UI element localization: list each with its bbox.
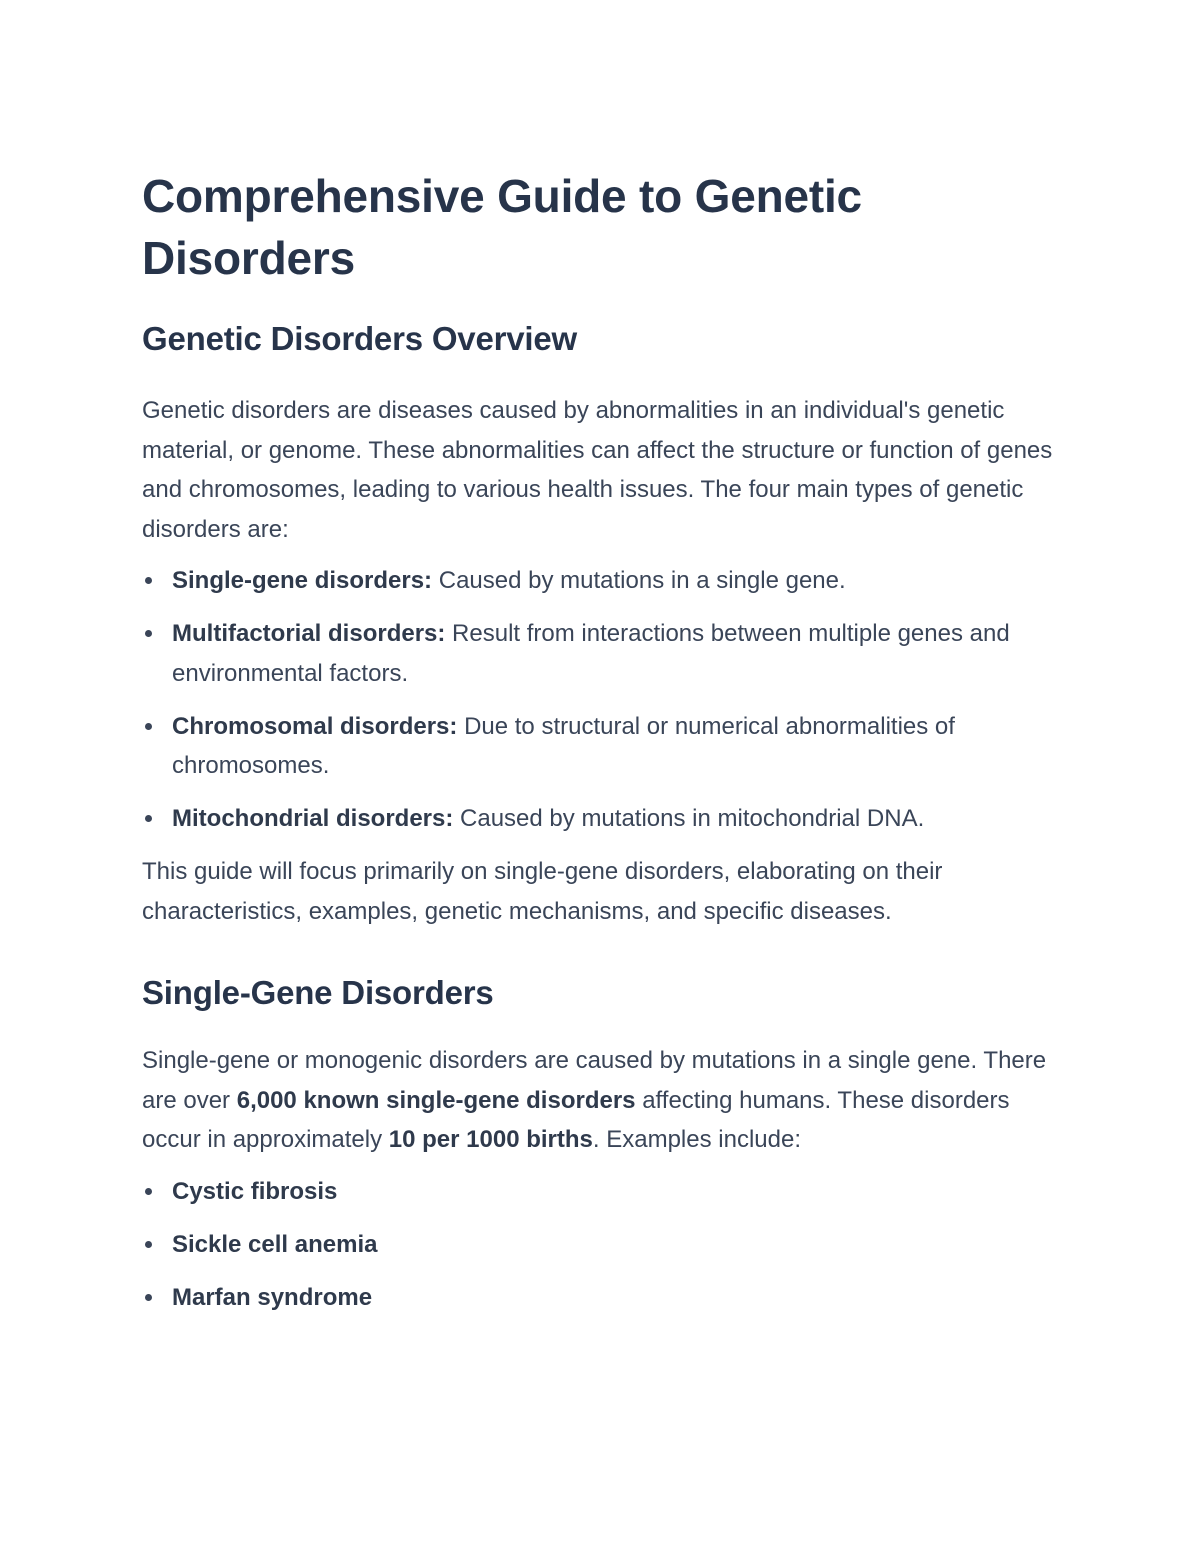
examples-list — [142, 1172, 1062, 1318]
list-item — [142, 799, 1062, 839]
bullet-icon — [145, 723, 152, 730]
list-item-term: Multifactorial disorders: — [172, 620, 446, 647]
single-gene-paragraph — [142, 1041, 1062, 1160]
list-item-desc: Caused by mutations in a single gene. — [438, 567, 846, 594]
highlight-count: 6,000 known single-gene disorders — [236, 1086, 636, 1114]
overview-intro-paragraph: Genetic disorders are diseases caused by abnormalities in an individual's genetic material, or genome. These abnormalities can affect the structure or function of genes and chromosomes, leading to various health issues. The four main types of genetic disorders are: — [142, 397, 1053, 543]
document-page — [142, 165, 1062, 1331]
bullet-icon — [145, 577, 152, 584]
bullet-icon — [145, 630, 152, 637]
example-name: Marfan syndrome — [172, 1283, 373, 1311]
paragraph-text: affecting humans. These disorders occur in approximately — [142, 1086, 1010, 1153]
list-item — [142, 614, 1062, 693]
focus-paragraph: This guide will focus primarily on single-gene disorders, elaborating on their characteristics, examples, genetic mechanisms, and specific diseases. — [142, 858, 943, 925]
list-item-desc: Caused by mutations in mitochondrial DNA. — [460, 805, 925, 832]
list-item — [142, 561, 1062, 601]
bullet-icon — [145, 1241, 152, 1248]
page-title: Comprehensive Guide to Genetic Disorders — [142, 170, 862, 284]
list-item — [142, 1172, 1062, 1212]
list-item-term: Mitochondrial disorders: — [172, 805, 454, 832]
section-heading-single-gene: Single-Gene Disorders — [142, 974, 494, 1011]
list-item-term: Single-gene disorders: — [172, 567, 433, 594]
list-item-desc: Due to structural or numerical abnormalities of chromosomes. — [172, 712, 955, 779]
list-item-term: Chromosomal disorders: — [172, 712, 458, 740]
bullet-icon — [145, 1294, 152, 1301]
list-item — [142, 707, 1062, 786]
paragraph-text: Single-gene or monogenic disorders are caused by mutations in a single gene. There are over — [142, 1047, 1047, 1114]
list-item — [142, 1225, 1062, 1265]
list-item — [142, 1278, 1062, 1318]
example-name: Sickle cell anemia — [172, 1230, 378, 1258]
disorder-types-list — [142, 561, 1062, 839]
bullet-icon — [145, 1188, 152, 1195]
section-heading-overview: Genetic Disorders Overview — [142, 320, 577, 357]
list-item-desc: Result from interactions between multiple genes and environmental factors. — [172, 620, 1010, 687]
highlight-rate: 10 per 1000 births — [388, 1126, 593, 1153]
paragraph-text: . Examples include: — [592, 1126, 801, 1153]
bullet-icon — [145, 815, 152, 822]
example-name: Cystic fibrosis — [172, 1177, 338, 1205]
